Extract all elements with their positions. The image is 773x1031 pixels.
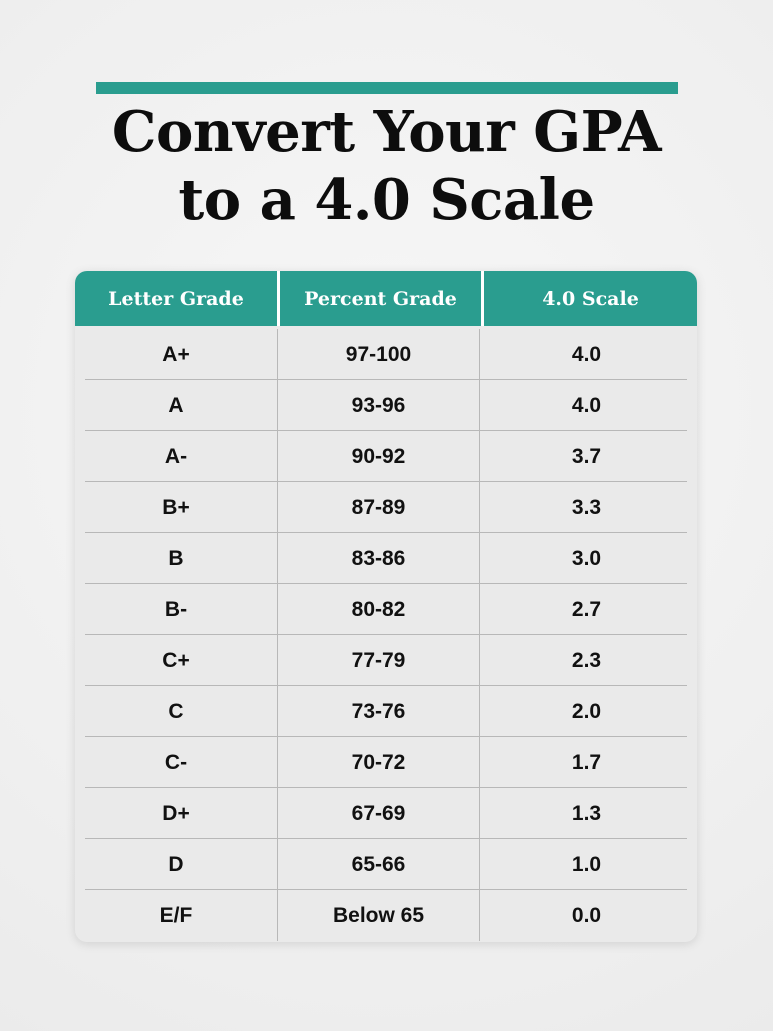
- table-row: [75, 584, 697, 635]
- letter-grade-cell: E/F: [159, 903, 193, 927]
- table-row: [75, 482, 697, 533]
- scale-cell: 0.0: [479, 890, 693, 941]
- scale-cell: 1.7: [479, 737, 693, 788]
- scale-cell: 3.0: [479, 533, 693, 584]
- table-row: [75, 380, 697, 431]
- percent-grade-cell: 87-89: [277, 482, 479, 533]
- accent-bar: [96, 82, 678, 94]
- scale-cell: 1.3: [479, 788, 693, 839]
- percent-grade-cell: 83-86: [277, 533, 479, 584]
- scale-cell: 3.3: [479, 482, 693, 533]
- letter-grade-cell: C-: [164, 750, 188, 774]
- table-row: [75, 839, 697, 890]
- gpa-table: [75, 271, 697, 942]
- scale-cell: 3.7: [479, 431, 693, 482]
- title-line-2: to a 4.0 Scale: [178, 167, 595, 233]
- percent-grade-cell: 90-92: [277, 431, 479, 482]
- percent-grade-cell: 97-100: [277, 329, 479, 380]
- table-body: [75, 329, 697, 941]
- percent-grade-cell: Below 65: [277, 890, 479, 941]
- letter-grade-cell: A+: [162, 342, 190, 366]
- table-row: [75, 533, 697, 584]
- table-row: [75, 737, 697, 788]
- letter-grade-cell: B+: [162, 495, 190, 519]
- letter-grade-cell: C+: [162, 648, 190, 672]
- percent-grade-cell: 77-79: [277, 635, 479, 686]
- scale-cell: 2.0: [479, 686, 693, 737]
- letter-grade-cell: B-: [164, 597, 188, 621]
- page-title: [0, 98, 773, 234]
- scale-cell: 4.0: [479, 329, 693, 380]
- letter-grade-cell: D+: [162, 801, 190, 825]
- scale-cell: 2.3: [479, 635, 693, 686]
- percent-grade-cell: 73-76: [277, 686, 479, 737]
- percent-grade-cell: 65-66: [277, 839, 479, 890]
- table-row: [75, 686, 697, 737]
- percent-grade-cell: 80-82: [277, 584, 479, 635]
- scale-cell: 4.0: [479, 380, 693, 431]
- percent-grade-cell: 93-96: [277, 380, 479, 431]
- letter-grade-cell: A: [168, 393, 184, 417]
- table-row: [75, 329, 697, 380]
- header-percent-grade: Percent Grade: [277, 271, 481, 326]
- scale-cell: 1.0: [479, 839, 693, 890]
- letter-grade-cell: A-: [164, 444, 188, 468]
- letter-grade-cell: C: [168, 699, 184, 723]
- scale-cell: 2.7: [479, 584, 693, 635]
- percent-grade-cell: 70-72: [277, 737, 479, 788]
- table-header: [75, 271, 697, 326]
- table-row: [75, 890, 697, 941]
- letter-grade-cell: D: [168, 852, 184, 876]
- table-row: [75, 635, 697, 686]
- percent-grade-cell: 67-69: [277, 788, 479, 839]
- table-row: [75, 431, 697, 482]
- header-letter-grade: Letter Grade: [108, 287, 244, 310]
- header-scale: 4.0 Scale: [481, 271, 697, 326]
- letter-grade-cell: B: [168, 546, 184, 570]
- title-line-1: Convert Your GPA: [111, 99, 662, 165]
- table-row: [75, 788, 697, 839]
